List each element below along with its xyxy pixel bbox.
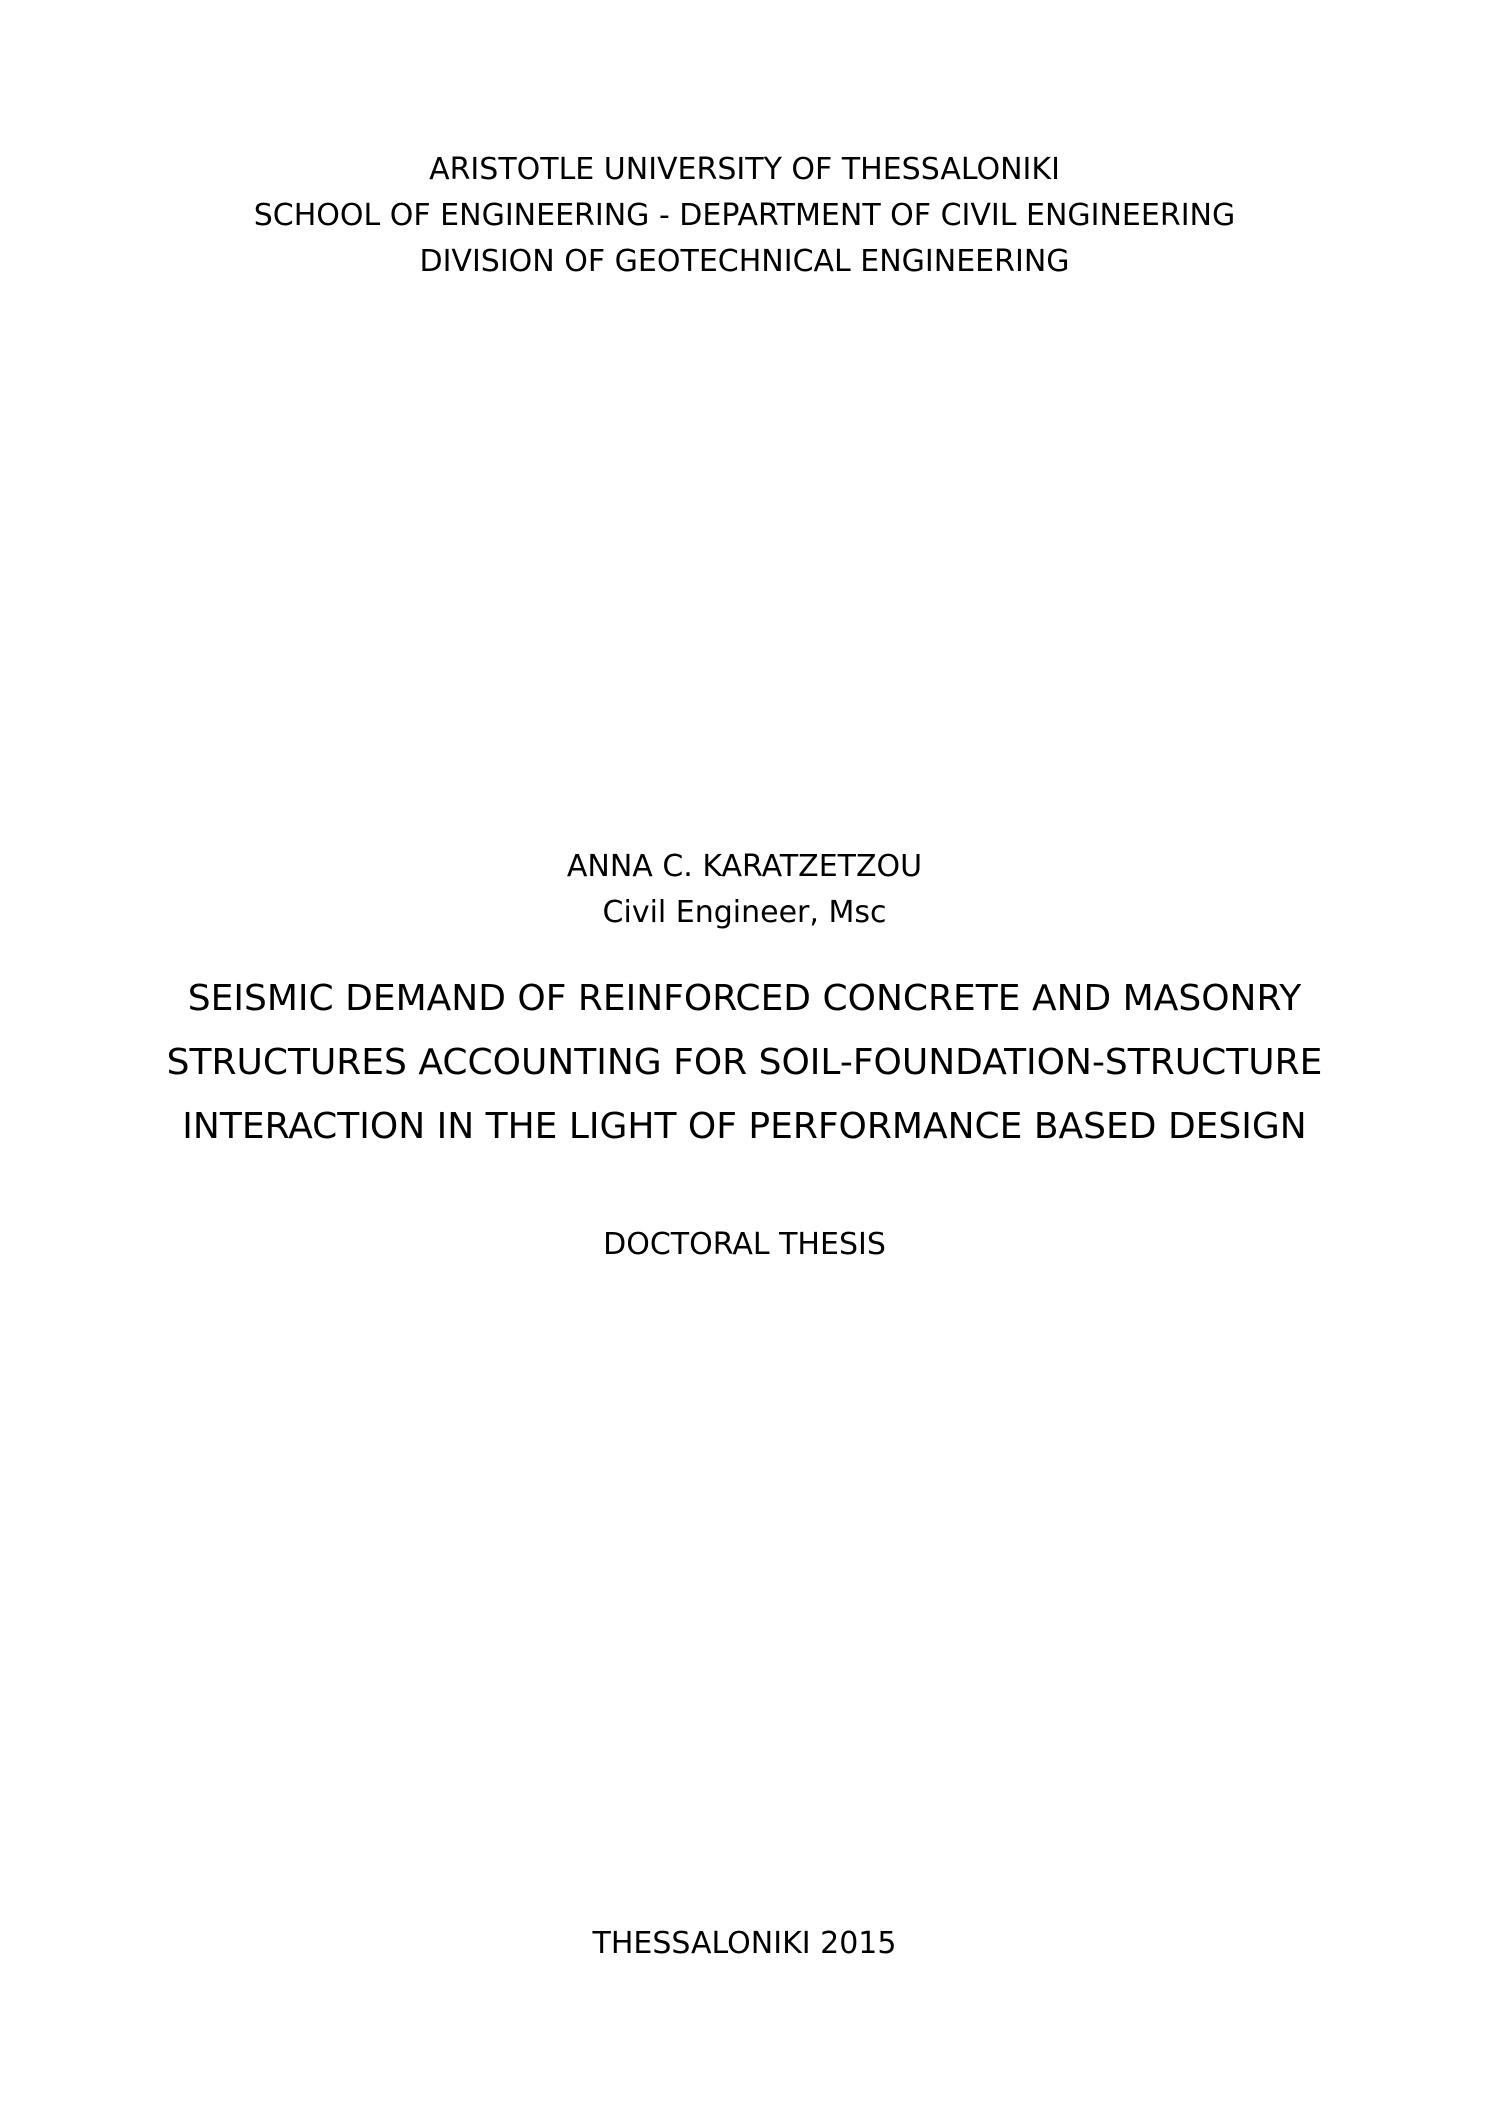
- thesis-title-line: SEISMIC DEMAND OF REINFORCED CONCRETE AND MASONRY: [187, 978, 1302, 1019]
- university-name: ARISTOTLE UNIVERSITY OF THESSALONIKI: [429, 152, 1060, 187]
- author-name: ANNA C. KARATZETZOU: [566, 849, 923, 884]
- division-name: DIVISION OF GEOTECHNICAL ENGINEERING: [419, 244, 1070, 279]
- thesis-title-line: INTERACTION IN THE LIGHT OF PERFORMANCE BASED DESIGN: [182, 1106, 1307, 1147]
- author-credential: Civil Engineer, Msc: [602, 895, 887, 930]
- thesis-title-line: STRUCTURES ACCOUNTING FOR SOIL-FOUNDATION-STRUCTURE: [166, 1042, 1323, 1083]
- school-department: SCHOOL OF ENGINEERING - DEPARTMENT OF CIVIL ENGINEERING: [253, 198, 1236, 233]
- place-year: THESSALONIKI 2015: [592, 1926, 897, 1961]
- thesis-type: DOCTORAL THESIS: [603, 1227, 886, 1262]
